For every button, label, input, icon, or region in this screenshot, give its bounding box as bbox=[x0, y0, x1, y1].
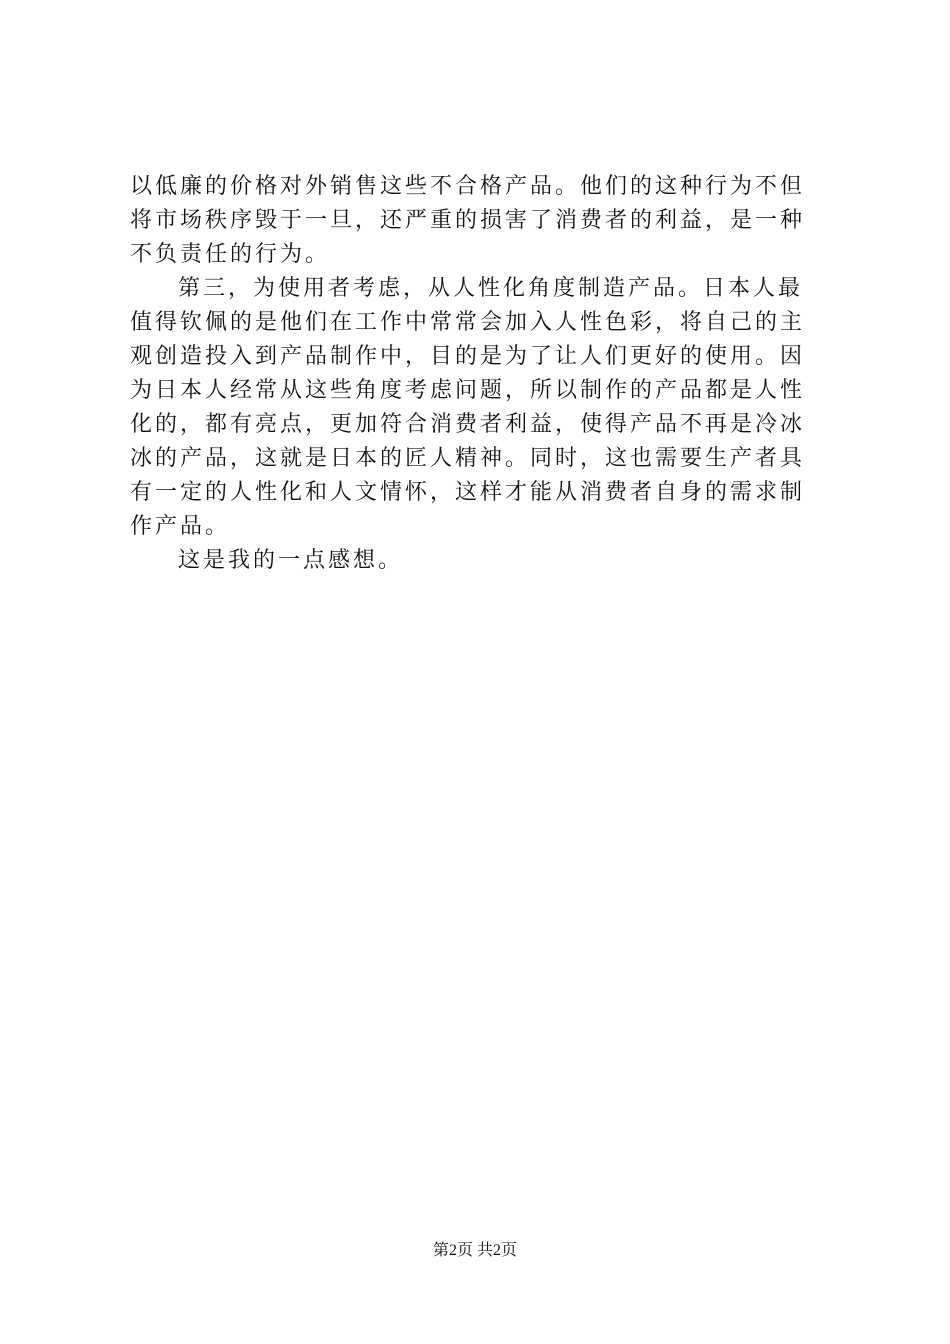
text-line: 第三，为使用者考虑，从人性化角度制造产品。日本人最 bbox=[178, 276, 804, 301]
text-line: 值得钦佩的是他们在工作中常常会加入人性色彩，将自己的主 bbox=[130, 310, 806, 335]
text-line: 观创造投入到产品制作中，目的是为了让人们更好的使用。因 bbox=[130, 344, 806, 369]
text-line: 以低廉的价格对外销售这些不合格产品。他们的这种行为不但 bbox=[130, 174, 806, 199]
text-line: 这是我的一点感想。 bbox=[178, 548, 404, 573]
text-line: 作产品。 bbox=[130, 514, 231, 539]
page-footer: 第2页 共2页 bbox=[432, 1242, 517, 1259]
text-line: 冰的产品，这就是日本的匠人精神。同时，这也需要生产者具 bbox=[130, 446, 806, 471]
text-line: 有一定的人性化和人文情怀，这样才能从消费者自身的需求制 bbox=[130, 480, 806, 505]
text-line: 不负责任的行为。 bbox=[130, 242, 331, 267]
text-line: 为日本人经常从这些角度考虑问题，所以制作的产品都是人性 bbox=[130, 378, 806, 403]
text-line: 化的，都有亮点，更加符合消费者利益，使得产品不再是冷冰 bbox=[130, 412, 806, 437]
body-text bbox=[130, 170, 830, 578]
text-line: 将市场秩序毁于一旦，还严重的损害了消费者的利益，是一种 bbox=[130, 208, 806, 233]
